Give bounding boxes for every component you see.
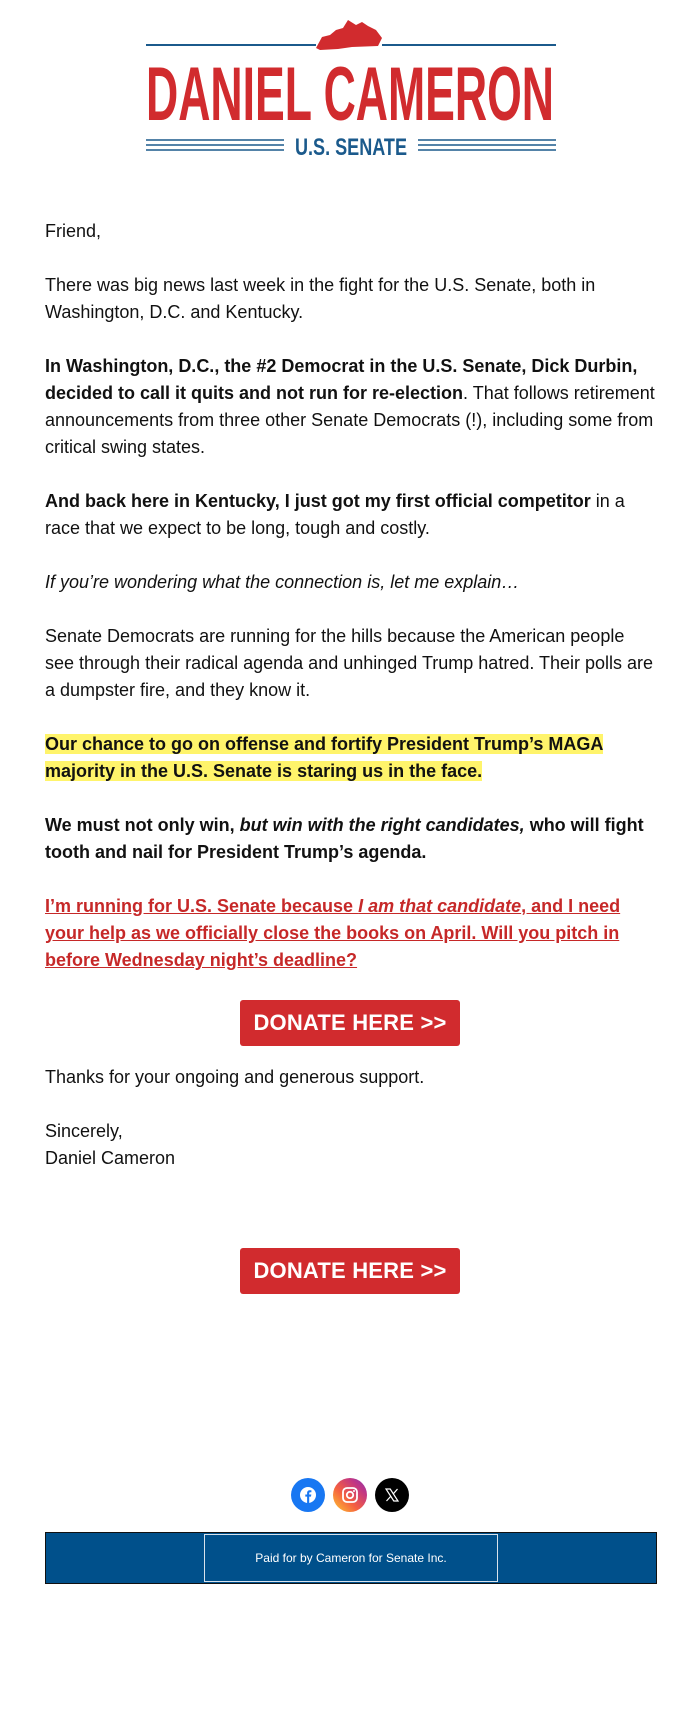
email-body <box>45 218 657 1001</box>
greeting: Friend, <box>45 221 102 241</box>
paragraph-5: Senate Democrats are running for the hills because the American people see through their radical agenda and unhinged Trump hatred. Their polls are a dumpster fire, and they know it. <box>45 626 654 700</box>
paragraph-1: There was big news last week in the fight for the U.S. Senate, both in Washington, D.C. and Kentucky. <box>45 275 596 322</box>
donate-link-a: I’m running for U.S. Senate because <box>45 896 359 916</box>
x-icon[interactable] <box>375 1478 409 1512</box>
donate-link-italic: I am that candidate <box>358 896 522 916</box>
paragraph-2-bold: In Washington, D.C., the #2 Democrat in the U.S. Senate, Dick Durbin, decided to call it quits and not run for re-election <box>45 356 638 403</box>
logo-name-text: DANIEL CAMERON <box>146 52 554 137</box>
instagram-icon[interactable] <box>333 1478 367 1512</box>
donate-button-secondary[interactable]: DONATE HERE >> <box>240 1248 460 1294</box>
paragraph-6 <box>45 731 657 785</box>
footer-bar <box>45 1532 657 1584</box>
highlighted-text: Our chance to go on offense and fortify President Trump’s MAGA majority in the U.S. Senate is staring us in the face. <box>45 734 604 781</box>
signature: Daniel Cameron <box>45 1148 176 1168</box>
social-links <box>0 1478 700 1512</box>
donate-link-b: , and I need your help as we officially close the books on April. Will you pitch in before Wednesday night’s deadline? <box>45 896 621 970</box>
paragraph-2-rest: . That follows retirement announcements from three other Senate Democrats (!), including some from critical swing states. <box>45 383 655 457</box>
kentucky-state-icon <box>316 20 382 50</box>
paragraph-7-italic: but win with the right candidates, <box>239 815 525 835</box>
thanks-line: Thanks for your ongoing and generous support. <box>45 1067 425 1087</box>
paragraph-7 <box>45 812 657 866</box>
closing: Sincerely, <box>45 1121 123 1141</box>
logo-graphic <box>0 0 700 170</box>
facebook-icon[interactable] <box>291 1478 325 1512</box>
paragraph-3-bold: And back here in Kentucky, I just got my first official competitor <box>45 491 591 511</box>
donate-link-paragraph <box>45 893 657 974</box>
paragraph-3-rest: in a race that we expect to be long, tough and costly. <box>45 491 625 538</box>
paid-for-disclaimer: Paid for by Cameron for Senate Inc. <box>204 1534 498 1582</box>
paragraph-2 <box>45 353 657 461</box>
donate-button-primary[interactable]: DONATE HERE >> <box>240 1000 460 1046</box>
paragraph-4: If you’re wondering what the connection is, let me explain… <box>45 572 520 592</box>
signoff <box>45 1118 175 1172</box>
donate-text-link[interactable] <box>45 896 620 970</box>
paragraph-7-b: who will fight tooth and nail for President Trump’s agenda. <box>45 815 644 862</box>
paragraph-7-a: We must not only win, <box>45 815 240 835</box>
paragraph-3 <box>45 488 657 542</box>
logo-office-text: U.S. SENATE <box>295 134 407 161</box>
header-logo <box>0 0 700 170</box>
